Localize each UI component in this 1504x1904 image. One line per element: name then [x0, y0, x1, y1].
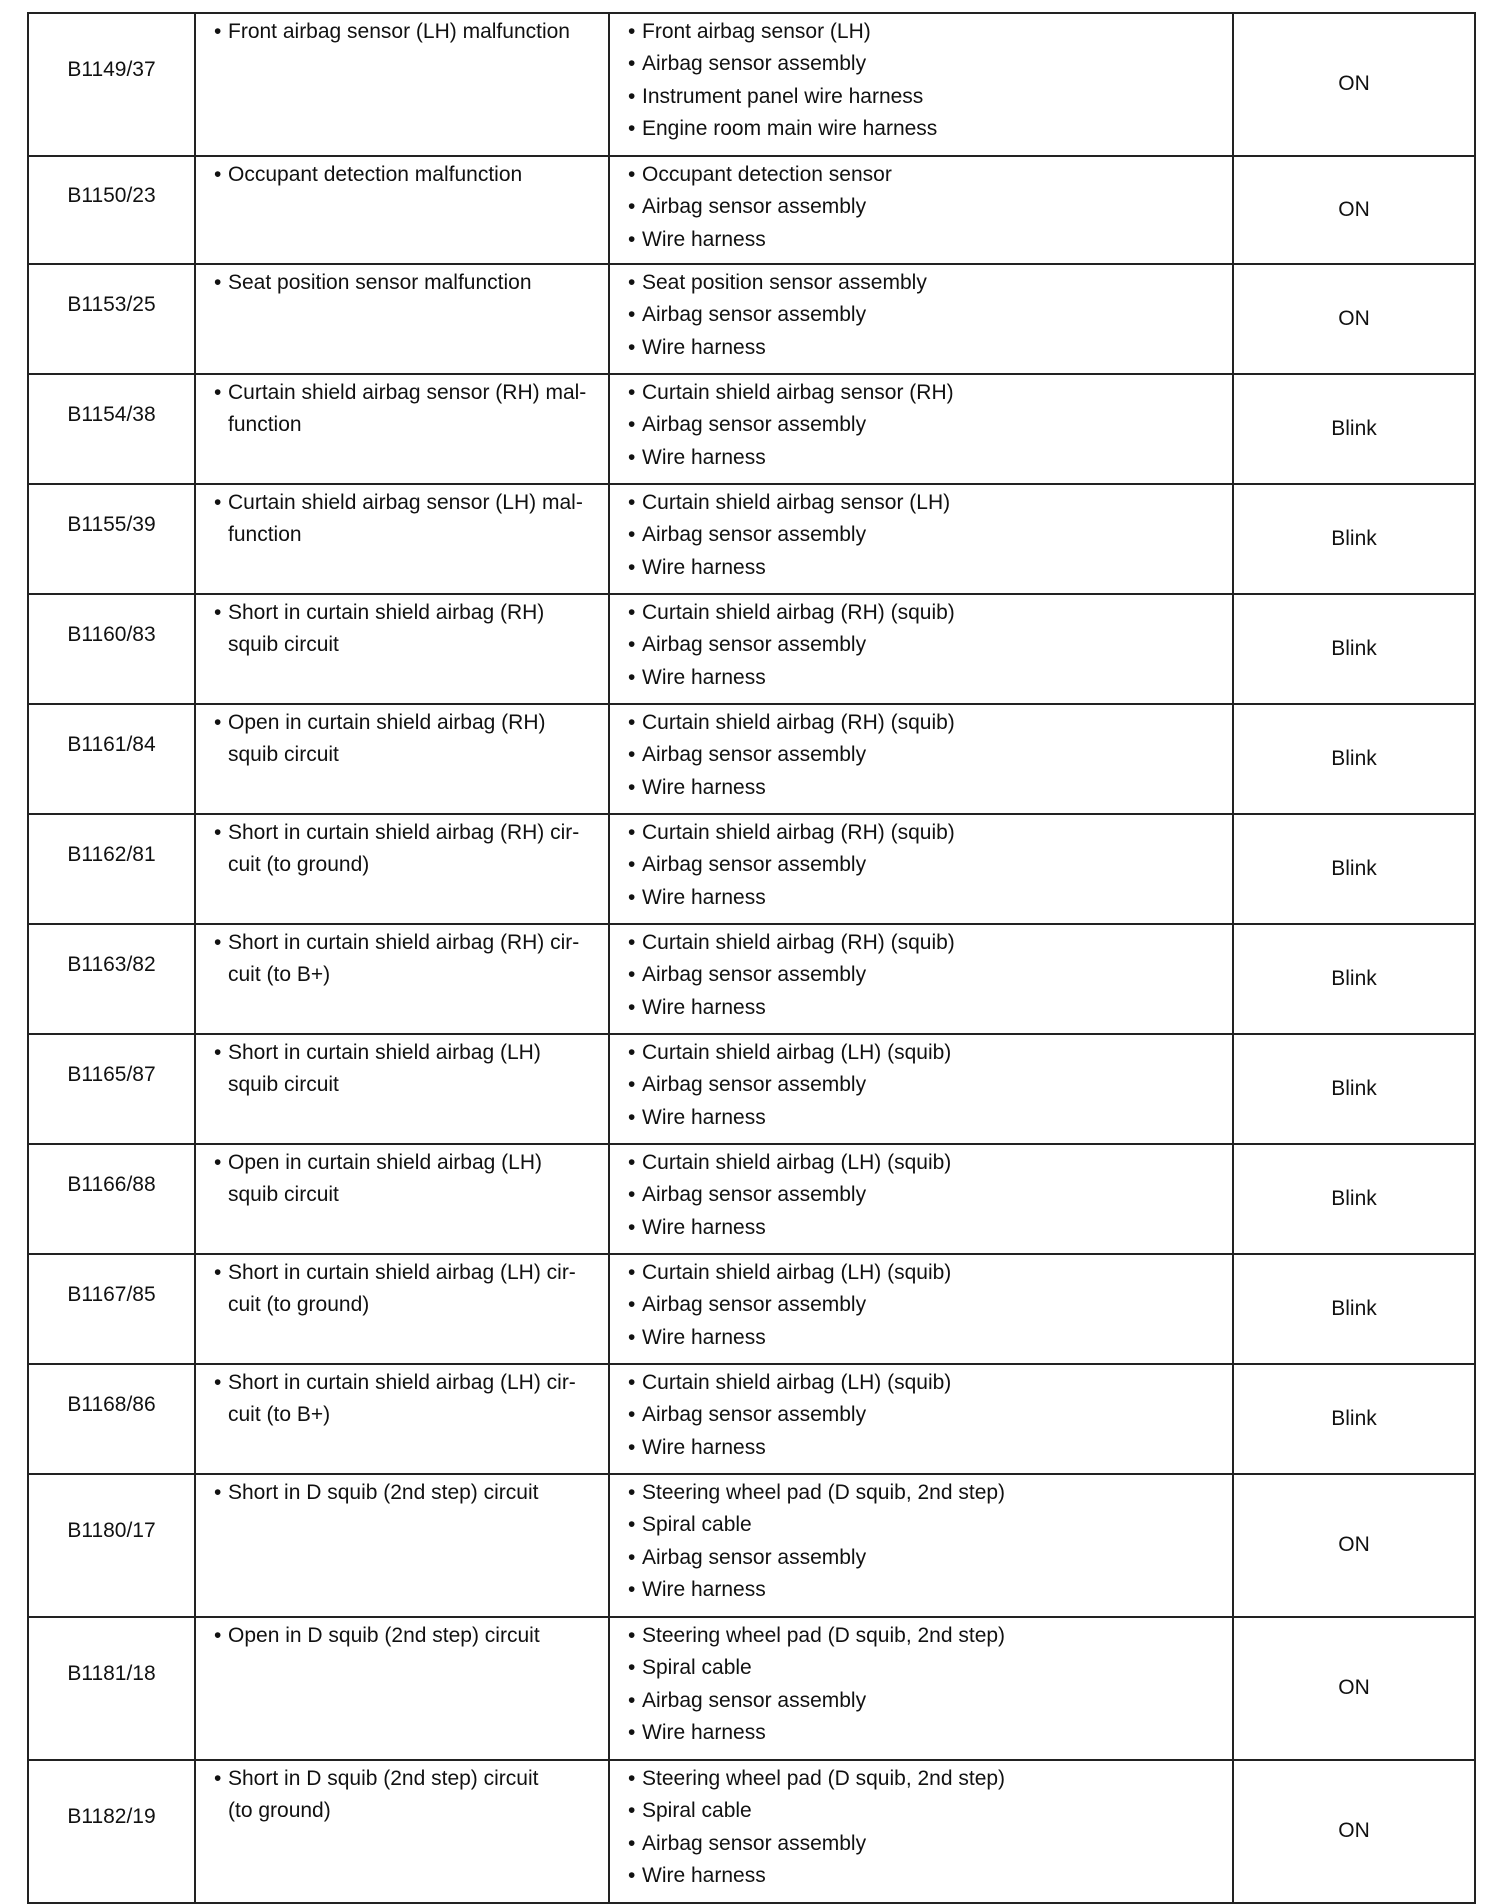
dtc-code-cell: [28, 374, 195, 484]
dtc-code: B1166/88: [67, 1172, 156, 1196]
trouble-area-item: • Wire harness: [620, 1717, 1222, 1749]
trouble-area-item: • Curtain shield airbag (LH) (squib): [620, 1147, 1222, 1179]
warning-light-cell: [1233, 704, 1475, 814]
dtc-code: B1150/23: [67, 183, 156, 207]
dtc-code: B1162/81: [67, 842, 156, 866]
trouble-area-item: • Airbag sensor assembly: [620, 1069, 1222, 1101]
warning-light-cell: [1233, 1364, 1475, 1474]
dtc-code-cell: [28, 1364, 195, 1474]
trouble-area-item: • Curtain shield airbag (LH) (squib): [620, 1037, 1222, 1069]
trouble-area-cell: [609, 1364, 1233, 1474]
trouble-area-item: • Wire harness: [620, 1574, 1222, 1606]
warning-light-cell: [1233, 264, 1475, 374]
detection-item-text: • Curtain shield airbag sensor (RH) mal-: [206, 377, 598, 409]
dtc-table-body: [28, 13, 1475, 1903]
warning-light-status: ON: [1338, 197, 1370, 221]
warning-light-status: Blink: [1331, 636, 1377, 660]
trouble-area-item: • Front airbag sensor (LH): [620, 16, 1222, 48]
warning-light-status: Blink: [1331, 1406, 1377, 1430]
trouble-area-item: • Curtain shield airbag (RH) (squib): [620, 707, 1222, 739]
dtc-code: B1180/17: [67, 1519, 156, 1543]
detection-item-text: • Open in D squib (2nd step) circuit: [206, 1620, 598, 1652]
detection-item-text: cuit (to B+): [228, 1403, 331, 1427]
dtc-code: B1161/84: [67, 732, 156, 756]
dtc-code-cell: [28, 814, 195, 924]
trouble-area-item: • Wire harness: [620, 1212, 1222, 1244]
warning-light-cell: [1233, 924, 1475, 1034]
detection-item-text: function: [228, 523, 302, 547]
trouble-area-item: • Airbag sensor assembly: [620, 739, 1222, 771]
warning-light-cell: [1233, 1254, 1475, 1364]
dtc-code: B1155/39: [67, 512, 156, 536]
warning-light-cell: [1233, 13, 1475, 156]
table-row: [28, 13, 1475, 156]
detection-item-text: • Short in curtain shield airbag (LH) cir-: [206, 1367, 598, 1399]
warning-light-status: Blink: [1331, 856, 1377, 880]
trouble-area-item: • Seat position sensor assembly: [620, 267, 1222, 299]
trouble-area-cell: [609, 13, 1233, 156]
trouble-area-cell: [609, 814, 1233, 924]
dtc-code: B1181/18: [67, 1662, 156, 1686]
dtc-code: B1154/38: [67, 402, 156, 426]
warning-light-status: Blink: [1331, 1186, 1377, 1210]
trouble-area-item: • Airbag sensor assembly: [620, 629, 1222, 661]
dtc-table: [27, 12, 1476, 1904]
warning-light-status: Blink: [1331, 416, 1377, 440]
warning-light-status: ON: [1338, 1819, 1370, 1843]
trouble-area-item: • Airbag sensor assembly: [620, 1828, 1222, 1860]
detection-item-text: • Seat position sensor malfunction: [206, 267, 598, 299]
table-row: [28, 484, 1475, 594]
trouble-area-item: • Occupant detection sensor: [620, 159, 1222, 191]
trouble-area-item: • Steering wheel pad (D squib, 2nd step): [620, 1763, 1222, 1795]
trouble-area-item: • Wire harness: [620, 332, 1222, 364]
trouble-area-cell: [609, 484, 1233, 594]
trouble-area-item: • Wire harness: [620, 772, 1222, 804]
detection-item-cell: [195, 1617, 609, 1760]
dtc-code: B1160/83: [67, 622, 156, 646]
detection-item-text: cuit (to ground): [228, 1293, 370, 1317]
dtc-code-cell: [28, 1144, 195, 1254]
warning-light-cell: [1233, 1617, 1475, 1760]
dtc-code-cell: [28, 484, 195, 594]
detection-item-text: squib circuit: [228, 633, 339, 657]
warning-light-status: Blink: [1331, 1296, 1377, 1320]
trouble-area-item: • Wire harness: [620, 662, 1222, 694]
detection-item-text: squib circuit: [228, 1183, 339, 1207]
trouble-area-item: • Airbag sensor assembly: [620, 191, 1222, 223]
trouble-area-item: • Wire harness: [620, 1322, 1222, 1354]
trouble-area-item: • Curtain shield airbag sensor (LH): [620, 487, 1222, 519]
detection-item-text: • Open in curtain shield airbag (LH): [206, 1147, 598, 1179]
trouble-area-cell: [609, 374, 1233, 484]
detection-item-text: squib circuit: [228, 743, 339, 767]
dtc-code: B1167/85: [67, 1282, 156, 1306]
detection-item-text: • Occupant detection malfunction: [206, 159, 598, 191]
trouble-area-item: • Wire harness: [620, 1860, 1222, 1892]
trouble-area-item: • Curtain shield airbag (RH) (squib): [620, 817, 1222, 849]
trouble-area-item: • Airbag sensor assembly: [620, 959, 1222, 991]
trouble-area-item: • Spiral cable: [620, 1509, 1222, 1541]
trouble-area-item: • Wire harness: [620, 992, 1222, 1024]
dtc-code: B1168/86: [67, 1392, 156, 1416]
dtc-code: B1149/37: [67, 58, 156, 82]
detection-item-text: • Short in D squib (2nd step) circuit: [206, 1763, 598, 1795]
trouble-area-item: • Spiral cable: [620, 1795, 1222, 1827]
detection-item-cell: [195, 814, 609, 924]
trouble-area-item: • Airbag sensor assembly: [620, 849, 1222, 881]
trouble-area-item: • Instrument panel wire harness: [620, 81, 1222, 113]
detection-item-text: • Open in curtain shield airbag (RH): [206, 707, 598, 739]
trouble-area-item: • Airbag sensor assembly: [620, 1179, 1222, 1211]
table-row: [28, 594, 1475, 704]
trouble-area-item: • Airbag sensor assembly: [620, 1685, 1222, 1717]
trouble-area-item: • Engine room main wire harness: [620, 113, 1222, 145]
detection-item-cell: [195, 264, 609, 374]
dtc-code: B1153/25: [67, 292, 156, 316]
table-row: [28, 1474, 1475, 1617]
trouble-area-item: • Curtain shield airbag (LH) (squib): [620, 1257, 1222, 1289]
dtc-code-cell: [28, 1034, 195, 1144]
detection-item-text: function: [228, 413, 302, 437]
detection-item-text: • Short in curtain shield airbag (RH) cir-: [206, 817, 598, 849]
table-row: [28, 1617, 1475, 1760]
detection-item-cell: [195, 1760, 609, 1903]
table-row: [28, 704, 1475, 814]
trouble-area-item: • Wire harness: [620, 442, 1222, 474]
detection-item-text: • Short in curtain shield airbag (RH): [206, 597, 598, 629]
dtc-code-cell: [28, 1617, 195, 1760]
dtc-code-cell: [28, 1254, 195, 1364]
detection-item-text: • Curtain shield airbag sensor (LH) mal-: [206, 487, 598, 519]
warning-light-cell: [1233, 1474, 1475, 1617]
detection-item-cell: [195, 924, 609, 1034]
dtc-code: B1163/82: [67, 952, 156, 976]
table-row: [28, 814, 1475, 924]
detection-item-cell: [195, 1034, 609, 1144]
detection-item-cell: [195, 374, 609, 484]
warning-light-cell: [1233, 814, 1475, 924]
trouble-area-cell: [609, 1474, 1233, 1617]
detection-item-text: (to ground): [228, 1799, 331, 1823]
detection-item-text: • Short in D squib (2nd step) circuit: [206, 1477, 598, 1509]
dtc-code-cell: [28, 156, 195, 264]
trouble-area-item: • Curtain shield airbag (LH) (squib): [620, 1367, 1222, 1399]
trouble-area-cell: [609, 594, 1233, 704]
warning-light-cell: [1233, 1760, 1475, 1903]
detection-item-text: • Short in curtain shield airbag (LH): [206, 1037, 598, 1069]
trouble-area-item: • Curtain shield airbag (RH) (squib): [620, 927, 1222, 959]
trouble-area-item: • Spiral cable: [620, 1652, 1222, 1684]
trouble-area-cell: [609, 1760, 1233, 1903]
warning-light-cell: [1233, 1034, 1475, 1144]
trouble-area-item: • Airbag sensor assembly: [620, 299, 1222, 331]
trouble-area-cell: [609, 156, 1233, 264]
trouble-area-cell: [609, 704, 1233, 814]
trouble-area-item: • Steering wheel pad (D squib, 2nd step): [620, 1477, 1222, 1509]
warning-light-status: Blink: [1331, 746, 1377, 770]
trouble-area-cell: [609, 1617, 1233, 1760]
warning-light-status: ON: [1338, 1533, 1370, 1557]
table-row: [28, 264, 1475, 374]
trouble-area-item: • Wire harness: [620, 552, 1222, 584]
table-row: [28, 924, 1475, 1034]
detection-item-cell: [195, 13, 609, 156]
detection-item-cell: [195, 1144, 609, 1254]
warning-light-status: ON: [1338, 1676, 1370, 1700]
detection-item-text: • Front airbag sensor (LH) malfunction: [206, 16, 598, 48]
detection-item-cell: [195, 594, 609, 704]
detection-item-cell: [195, 1474, 609, 1617]
table-row: [28, 1364, 1475, 1474]
detection-item-cell: [195, 484, 609, 594]
trouble-area-item: • Airbag sensor assembly: [620, 48, 1222, 80]
trouble-area-item: • Curtain shield airbag (RH) (squib): [620, 597, 1222, 629]
dtc-code-cell: [28, 1760, 195, 1903]
dtc-code-cell: [28, 264, 195, 374]
warning-light-cell: [1233, 1144, 1475, 1254]
table-row: [28, 374, 1475, 484]
warning-light-status: Blink: [1331, 526, 1377, 550]
dtc-code-cell: [28, 13, 195, 156]
warning-light-cell: [1233, 484, 1475, 594]
table-row: [28, 1254, 1475, 1364]
trouble-area-item: • Airbag sensor assembly: [620, 1289, 1222, 1321]
warning-light-status: Blink: [1331, 1076, 1377, 1100]
trouble-area-item: • Curtain shield airbag sensor (RH): [620, 377, 1222, 409]
detection-item-cell: [195, 1364, 609, 1474]
warning-light-status: Blink: [1331, 966, 1377, 990]
detection-item-text: cuit (to ground): [228, 853, 370, 877]
detection-item-cell: [195, 1254, 609, 1364]
trouble-area-item: • Airbag sensor assembly: [620, 1399, 1222, 1431]
dtc-code-cell: [28, 1474, 195, 1617]
trouble-area-item: • Wire harness: [620, 1432, 1222, 1464]
detection-item-cell: [195, 704, 609, 814]
detection-item-cell: [195, 156, 609, 264]
trouble-area-cell: [609, 264, 1233, 374]
trouble-area-item: • Airbag sensor assembly: [620, 1542, 1222, 1574]
detection-item-text: • Short in curtain shield airbag (LH) cir-: [206, 1257, 598, 1289]
trouble-area-cell: [609, 924, 1233, 1034]
trouble-area-cell: [609, 1144, 1233, 1254]
dtc-code-cell: [28, 924, 195, 1034]
warning-light-cell: [1233, 594, 1475, 704]
dtc-code: B1182/19: [67, 1805, 156, 1829]
trouble-area-item: • Airbag sensor assembly: [620, 409, 1222, 441]
dtc-code: B1165/87: [67, 1062, 156, 1086]
warning-light-cell: [1233, 374, 1475, 484]
trouble-area-item: • Steering wheel pad (D squib, 2nd step): [620, 1620, 1222, 1652]
detection-item-text: squib circuit: [228, 1073, 339, 1097]
table-row: [28, 1034, 1475, 1144]
trouble-area-item: • Wire harness: [620, 882, 1222, 914]
detection-item-text: • Short in curtain shield airbag (RH) cir-: [206, 927, 598, 959]
table-row: [28, 1144, 1475, 1254]
trouble-area-cell: [609, 1254, 1233, 1364]
trouble-area-item: • Airbag sensor assembly: [620, 519, 1222, 551]
table-row: [28, 156, 1475, 264]
trouble-area-item: • Wire harness: [620, 224, 1222, 256]
warning-light-status: ON: [1338, 72, 1370, 96]
warning-light-cell: [1233, 156, 1475, 264]
trouble-area-cell: [609, 1034, 1233, 1144]
dtc-code-cell: [28, 594, 195, 704]
detection-item-text: cuit (to B+): [228, 963, 331, 987]
trouble-area-item: • Wire harness: [620, 1102, 1222, 1134]
dtc-code-cell: [28, 704, 195, 814]
warning-light-status: ON: [1338, 306, 1370, 330]
table-row: [28, 1760, 1475, 1903]
